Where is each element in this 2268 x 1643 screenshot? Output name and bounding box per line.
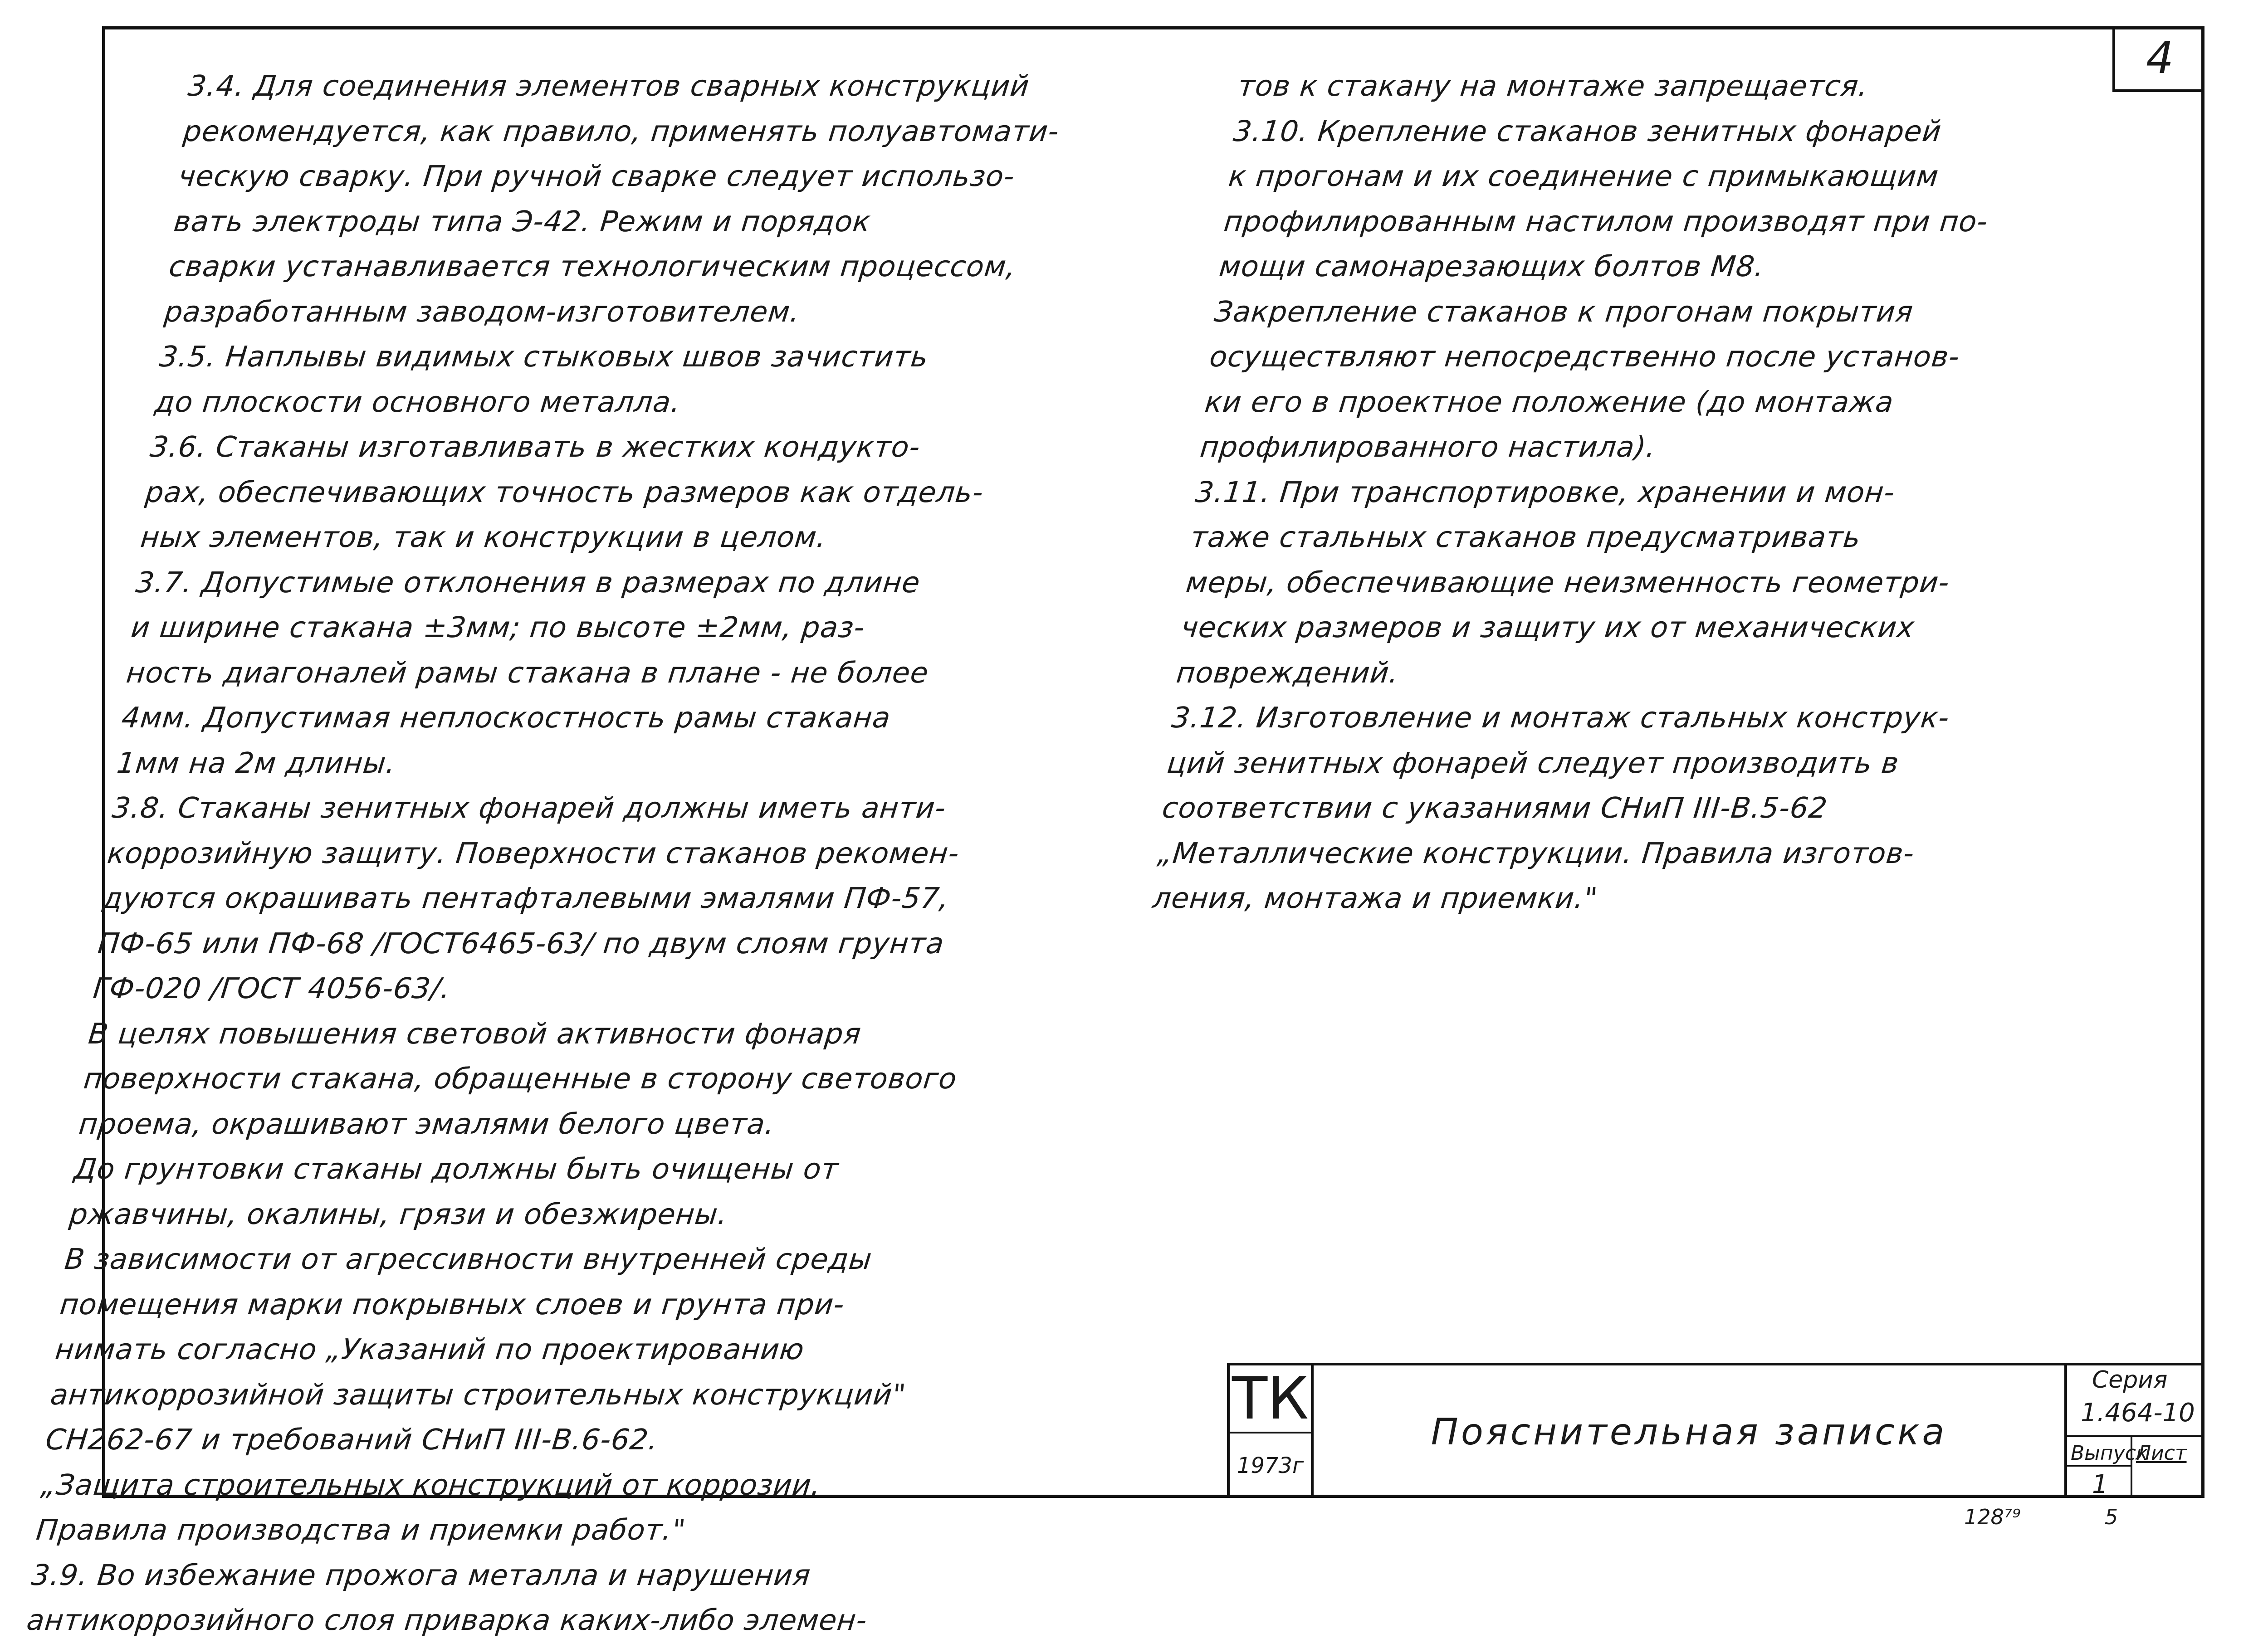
- text-line: „Металлические конструкции. Правила изготов-: [1156, 836, 1916, 870]
- left-column-text: [24, 63, 1202, 1643]
- text-line: 3.5. Наплывы видимых стыковых швов зачистить: [158, 340, 930, 373]
- issue-cell: [2064, 1437, 2148, 1499]
- text-line: профилированным настилом производят при по-: [1222, 205, 1990, 238]
- text-line: 3.10. Крепление стаканов зенитных фонарей: [1232, 114, 1943, 148]
- footer-code: 128⁷⁹: [1964, 1505, 2021, 1529]
- text-line: 3.8. Стаканы зенитных фонарей должны иметь анти-: [110, 791, 948, 824]
- text-line: коррозийную защиту. Поверхности стаканов рекомен-: [106, 836, 961, 870]
- text-line: ления, монтажа и приемки.": [1151, 882, 1599, 915]
- text-line: меры, обеспечивающие неизменность геометри-: [1184, 566, 1951, 599]
- text-line: таже стальных стаканов предусматривать: [1189, 521, 1862, 554]
- text-line: До грунтовки стаканы должны быть очищены от: [72, 1152, 841, 1185]
- text-line: 3.9. Во избежание прожога металла и нарушения: [29, 1558, 812, 1592]
- text-line: СН262-67 и требований СНиП III-В.6-62.: [44, 1423, 660, 1456]
- text-line: 1мм на 2м длины.: [115, 746, 398, 780]
- issue-label: Выпуск: [2071, 1442, 2148, 1465]
- text-line: ки его в проектное положение (до монтажа: [1203, 385, 1896, 419]
- text-line: осуществляют непосредственно после установ-: [1208, 340, 1961, 373]
- text-line: 3.12. Изготовление и монтаж стальных конструк-: [1170, 701, 1951, 734]
- text-line: до плоскости основного металла.: [153, 385, 683, 419]
- text-line: В зависимости от агрессивности внутренней среды: [63, 1243, 874, 1276]
- text-line: ций зенитных фонарей следует производить в: [1165, 746, 1901, 780]
- text-line: ческих размеров и защиту их от механических: [1179, 611, 1916, 644]
- text-line: ПФ-65 или ПФ-68 /ГОСТ6465-63/ по двум слоям грунта: [96, 926, 946, 960]
- text-line: соответствии с указаниями СНиП III-В.5-62: [1160, 791, 1829, 824]
- issue-divider: [2067, 1465, 2131, 1467]
- series-cell: [2064, 1365, 2204, 1437]
- text-line: дуются окрашивать пентафталевыми эмалями ПФ-57,: [101, 882, 951, 915]
- text-line: 3.4. Для соединения элементов сварных конструкций: [186, 69, 1031, 102]
- page-number: 4: [2112, 26, 2204, 92]
- text-line: поверхности стакана, обращенные в сторону светового: [82, 1062, 959, 1095]
- document-title: Пояснительная записка: [1431, 1410, 1947, 1453]
- issue-value: 1: [2092, 1470, 2108, 1499]
- text-line: проема, окрашивают эмалями белого цвета.: [77, 1107, 777, 1141]
- text-line: сварки устанавливается технологическим процессом,: [167, 250, 1018, 283]
- text-line: ных элементов, так и конструкции в целом.: [139, 521, 828, 554]
- text-line: Закрепление стаканов к прогонам покрытия: [1212, 295, 1915, 328]
- sheet-cell: [2132, 1437, 2204, 1498]
- text-line: антикоррозийного слоя приварка каких-либо элемен-: [25, 1604, 869, 1637]
- text-line: рах, обеспечивающих точность размеров как отдель-: [143, 475, 985, 509]
- text-line: разработанным заводом-изготовителем.: [162, 295, 802, 328]
- text-line: 3.6. Стаканы изготавливать в жестких кондукто-: [148, 430, 922, 463]
- text-line: ность диагоналей рамы стакана в плане - не более: [125, 656, 930, 689]
- series-label: Серия: [2092, 1366, 2168, 1394]
- text-line: профилированного настила).: [1198, 430, 1658, 463]
- text-line: ческую сварку. При ручной сварке следует использо-: [177, 160, 1017, 193]
- text-line: нимать согласно „Указаний по проектированию: [54, 1333, 806, 1366]
- text-line: 3.11. При транспортировке, хранении и мон-: [1193, 475, 1897, 509]
- text-line: „Защита строительных конструкций от коррозии.: [39, 1468, 823, 1502]
- text-line: вать электроды типа Э-42. Режим и порядок: [172, 205, 873, 238]
- text-line: ГФ-020 /ГОСТ 4056-63/.: [91, 972, 452, 1005]
- sheet-label: Лист: [2136, 1442, 2187, 1465]
- text-line: 4мм. Допустимая неплоскостность рамы стакана: [120, 701, 893, 734]
- title-block: [1227, 1363, 2204, 1498]
- org-code: ТК: [1230, 1365, 1314, 1433]
- text-line: мощи самонарезающих болтов М8.: [1217, 250, 1766, 283]
- year: 1973г: [1230, 1433, 1314, 1498]
- text-line: к прогонам и их соединение с примыкающим: [1227, 160, 1941, 193]
- right-column-text: [1150, 63, 2170, 921]
- text-line: тов к стакану на монтаже запрещается.: [1236, 69, 1870, 102]
- footer-page: 5: [2105, 1505, 2118, 1529]
- text-line: повреждений.: [1175, 656, 1401, 689]
- text-line: антикоррозийной защиты строительных конструкций": [49, 1378, 908, 1411]
- text-line: Правила производства и приемки работ.": [34, 1513, 688, 1546]
- text-line: 3.7. Допустимые отклонения в размерах по длине: [134, 566, 922, 599]
- text-line: помещения марки покрывных слоев и грунта при-: [58, 1287, 846, 1321]
- series-value: 1.464-10: [2081, 1398, 2195, 1428]
- text-line: и ширине стакана ±3мм; по высоте ±2мм, раз-: [129, 611, 867, 644]
- text-line: В целях повышения световой активности фонаря: [87, 1017, 863, 1050]
- text-line: рекомендуется, как правило, применять полуавтомати-: [181, 114, 1061, 148]
- text-line: ржавчины, окалины, грязи и обезжирены.: [68, 1197, 729, 1231]
